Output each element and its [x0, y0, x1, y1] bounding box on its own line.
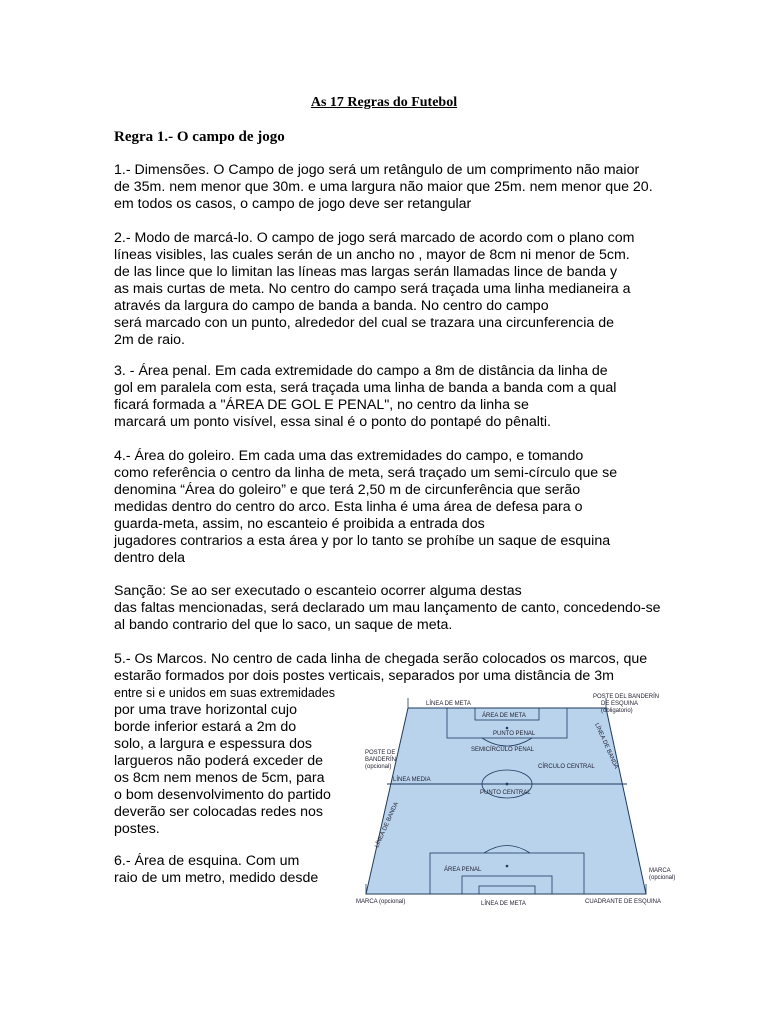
- text-line: estarão formados por dois postes verticais, separados por uma distância de 3m: [114, 668, 614, 684]
- text-line: Sanção: Se ao ser executado o escanteio ocorrer alguma destas: [114, 583, 522, 599]
- text-line: al bando contrario del que lo saco, un saque de meta.: [114, 617, 453, 633]
- text-line: 6.- Área de esquina. Com um: [114, 853, 300, 869]
- text-line: guarda-meta, assim, no escanteio é proibida a entrada dos: [114, 516, 485, 532]
- text-line: dentro dela: [114, 550, 185, 566]
- label-linea-meta-bottom: LÍNEA DE META: [481, 901, 526, 907]
- text-line: solo, a largura e espessura dos: [114, 736, 312, 752]
- text-line: através da largura do campo de banda a banda. No centro do campo: [114, 298, 549, 314]
- center-spot: [506, 783, 509, 786]
- label-area-meta: ÁREA DE META: [482, 713, 526, 719]
- text-line: medidas dentro do centro do arco. Esta linha é uma área de defesa para o: [114, 499, 583, 515]
- label-poste-opcional: BANDERÍN: [365, 757, 397, 763]
- label-circulo: CÍRCULO CENTRAL: [538, 764, 595, 770]
- label-poste-opcional: POSTE DE: [365, 750, 396, 756]
- text-line: jugadores contrarios a esta área y por lo tanto se prohíbe un saque de esquina: [114, 533, 611, 549]
- soccer-field-diagram: [338, 688, 678, 913]
- label-semicirculo: SEMICÍRCULO PENAL: [471, 747, 535, 753]
- text-line: de las lince que lo limitan las líneas mas largas serán llamadas lince de banda y: [114, 264, 618, 280]
- label-poste-obligatorio: POSTE DEL BANDERÍN: [593, 694, 660, 700]
- rule-1-heading: Regra 1.- O campo de jogo: [114, 129, 285, 145]
- label-area-penal: ÁREA PENAL: [444, 867, 482, 873]
- text-line: das faltas mencionadas, será declarado um mau lançamento de canto, concedendo-se: [114, 600, 661, 616]
- text-line: denomina “Área do goleiro” e que terá 2,50 m de circunferência que serão: [114, 482, 581, 498]
- label-cuadrante: CUADRANTE DE ESQUINA: [585, 899, 662, 905]
- label-marca-right: MARCA: [649, 868, 671, 874]
- text-line: de 35m. nem menor que 30m. e uma largura não maior que 25m. nem menor que 20.: [114, 179, 653, 195]
- label-poste-obligatorio: DE ESQUINA: [601, 701, 639, 707]
- bottom-penalty-spot: [506, 865, 509, 868]
- label-linea-banda-right: LÍNEA DE BANDA: [593, 722, 619, 770]
- label-punto-central: PUNTO CENTRAL: [480, 790, 531, 796]
- text-line: 3. - Área penal. Em cada extremidade do campo a 8m de distância da linha de: [114, 363, 608, 379]
- label-marca-left: MARCA (opcional): [356, 899, 406, 905]
- label-linea-banda-left: LÍNEA DE BANDA: [374, 801, 400, 849]
- text-line: postes.: [114, 821, 160, 837]
- text-line: as mais curtas de meta. No centro do campo será traçada uma linha medianeira a: [114, 281, 631, 297]
- label-punto-penal: PUNTO PENAL: [493, 731, 536, 737]
- text-line: entre si e unidos em suas extremidades: [114, 686, 335, 700]
- text-line: 1.- Dimensões. O Campo de jogo será um retângulo de um comprimento não maior: [114, 162, 640, 178]
- text-line: raio de um metro, medido desde: [114, 870, 319, 886]
- label-poste-obligatorio: (obligatorio): [601, 708, 633, 714]
- text-line: como referência o centro da linha de meta, será traçado um semi-círculo que se: [114, 465, 618, 481]
- text-line: 5.- Os Marcos. No centro de cada linha de chegada serão colocados os marcos, que: [114, 651, 648, 667]
- label-linea-meta-top: LÍNEA DE META: [426, 701, 471, 707]
- text-line: marcará um ponto visível, essa sinal é o ponto do pontapé do pênalti.: [114, 414, 551, 430]
- label-marca-right: (opcional): [649, 875, 676, 881]
- text-line: ficará formada a "ÁREA DE GOL E PENAL", no centro da linha se: [114, 397, 529, 413]
- label-linea-media: LÍNEA MEDIA: [393, 777, 431, 783]
- text-line: 2.- Modo de marcá-lo. O campo de jogo será marcado de acordo com o plano com: [114, 230, 635, 246]
- text-line: deverão ser colocadas redes nos: [114, 804, 323, 820]
- text-line: 4.- Área do goleiro. Em cada uma das extremidades do campo, e tomando: [114, 448, 584, 464]
- text-line: 2m de raio.: [114, 332, 185, 348]
- text-line: os 8cm nem menos de 5cm, para: [114, 770, 325, 786]
- label-poste-opcional: (opcional): [365, 764, 392, 770]
- text-line: borde inferior estará a 2m do: [114, 719, 297, 735]
- text-line: gol em paralela com esta, será traçada uma linha de banda a banda com a qual: [114, 380, 617, 396]
- text-line: líneas visibles, las cuales serán de un ancho no , mayor de 8cm ni menor de 5cm.: [114, 247, 630, 263]
- text-line: em todos os casos, o campo de jogo deve ser retangular: [114, 196, 472, 212]
- top-penalty-spot: [506, 727, 509, 730]
- text-line: largueros não poderá exceder de: [114, 753, 324, 769]
- text-line: o bom desenvolvimento do partido: [114, 787, 331, 803]
- text-line: por uma trave horizontal cujo: [114, 702, 297, 718]
- document-title: As 17 Regras do Futebol: [310, 95, 458, 110]
- text-line: será marcado con un punto, alrededor del cual se trazara una circunferencia de: [114, 315, 615, 331]
